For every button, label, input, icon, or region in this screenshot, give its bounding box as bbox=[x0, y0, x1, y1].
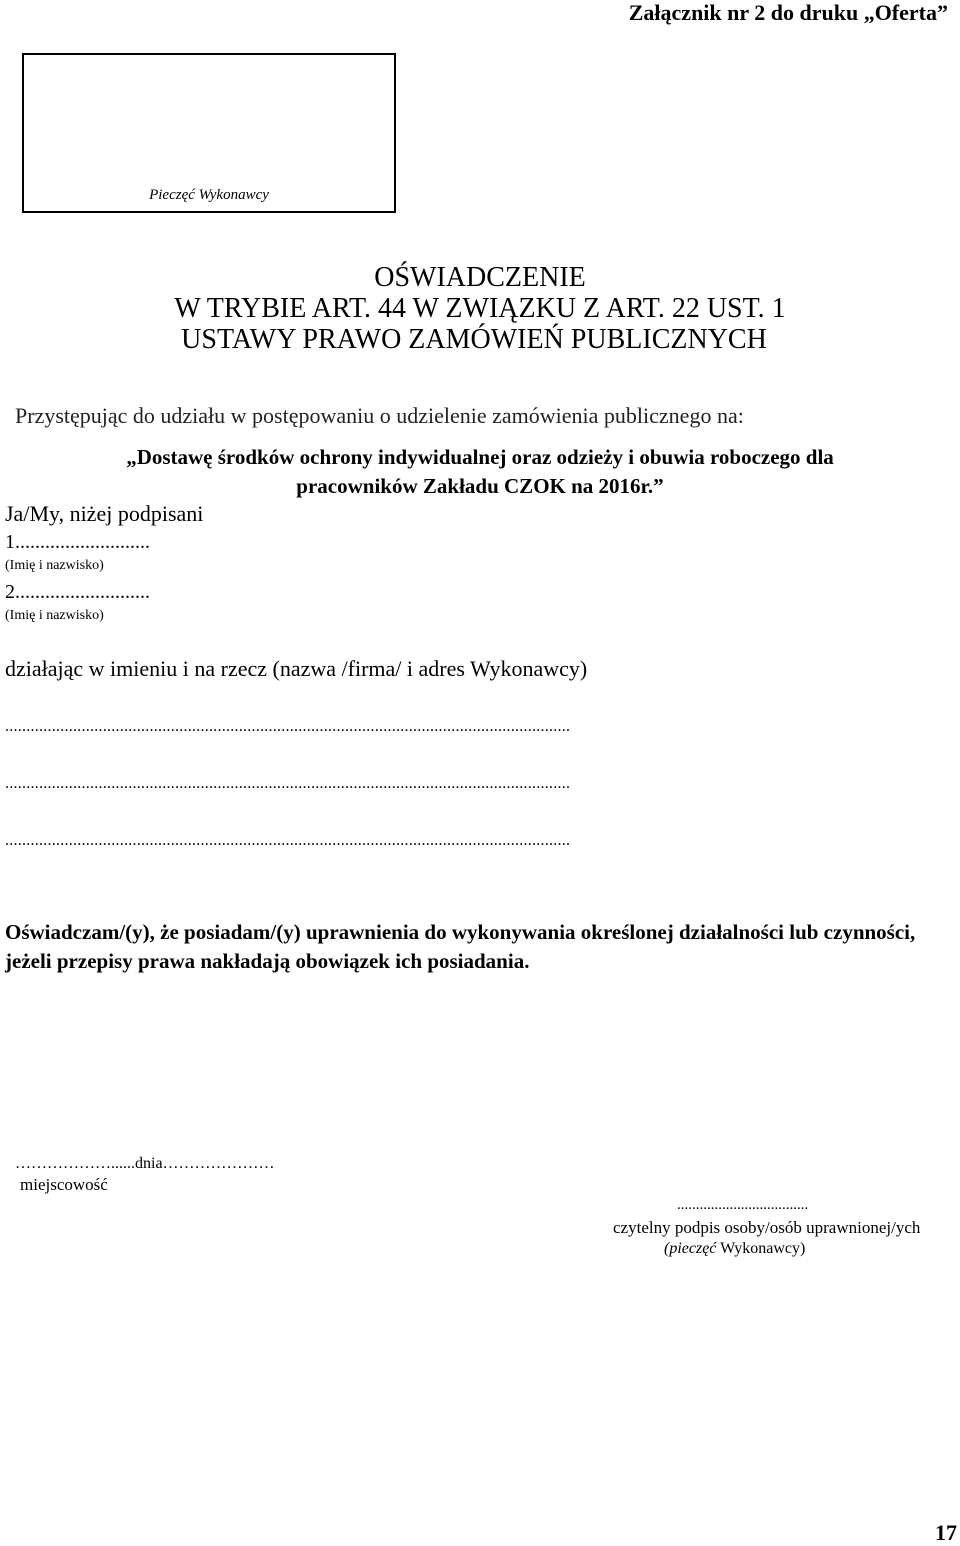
attachment-heading: Załącznik nr 2 do druku „Oferta” bbox=[628, 0, 948, 25]
acting-on-behalf-label: działając w imieniu i na rzecz (nazwa /firma/ i adres Wykonawcy) bbox=[5, 656, 588, 681]
place-date-line: ………………......dnia………………… bbox=[15, 1155, 275, 1172]
intro-paragraph: Przystępując do udziału w postępowaniu o udzielenie zamówienia publicznego na: bbox=[15, 403, 744, 428]
stamp-word: (pieczęć bbox=[664, 1240, 717, 1257]
signatory-1-hint: (Imię i nazwisko) bbox=[5, 558, 104, 573]
signatories-intro: Ja/My, niżej podpisani bbox=[5, 501, 204, 526]
signatory-2-hint: (Imię i nazwisko) bbox=[5, 608, 104, 623]
signatory-1-line: 1........................... bbox=[5, 531, 150, 553]
signatory-2-line: 2........................... bbox=[5, 581, 150, 603]
subject-line-2: pracowników Zakładu CZOK na 2016r.” bbox=[296, 474, 664, 498]
signature-label: czytelny podpis osoby/osób uprawnionej/ych bbox=[613, 1218, 921, 1237]
stamp-box-label: Pieczęć Wykonawcy bbox=[149, 187, 269, 203]
contractor-stamp-box bbox=[22, 53, 396, 213]
subject-line-1: „Dostawę środków ochrony indywidualnej oraz odzieży i obuwia roboczego dla bbox=[126, 445, 834, 469]
contractor-name-line-2: ..................................................................................................................................... bbox=[5, 775, 571, 792]
page-number: 17 bbox=[935, 1520, 957, 1545]
procurement-subject bbox=[0, 443, 960, 501]
title-line-2: W TRYBIE ART. 44 W ZWIĄZKU Z ART. 22 UST. 1 bbox=[174, 293, 786, 324]
signature-line: ................................... bbox=[677, 1197, 809, 1213]
declaration-statement: Oświadczam/(y), że posiadam/(y) uprawnienia do wykonywania określonej działalności lub czynności, jeżeli przepisy prawa nakładają obowiązek ich posiadania. bbox=[5, 920, 916, 973]
contractor-name-line-1: ..................................................................................................................................... bbox=[5, 718, 571, 735]
contractor-name-line-3: ..................................................................................................................................... bbox=[5, 832, 571, 849]
contractor-word: Wykonawcy) bbox=[720, 1240, 806, 1257]
place-label: miejscowość bbox=[20, 1175, 108, 1194]
title-line-3: USTAWY PRAWO ZAMÓWIEŃ PUBLICZNYCH bbox=[181, 324, 767, 355]
title-line-1: OŚWIADCZENIE bbox=[374, 262, 586, 293]
signature-stamp-label bbox=[664, 1240, 805, 1258]
document-title bbox=[0, 262, 960, 355]
